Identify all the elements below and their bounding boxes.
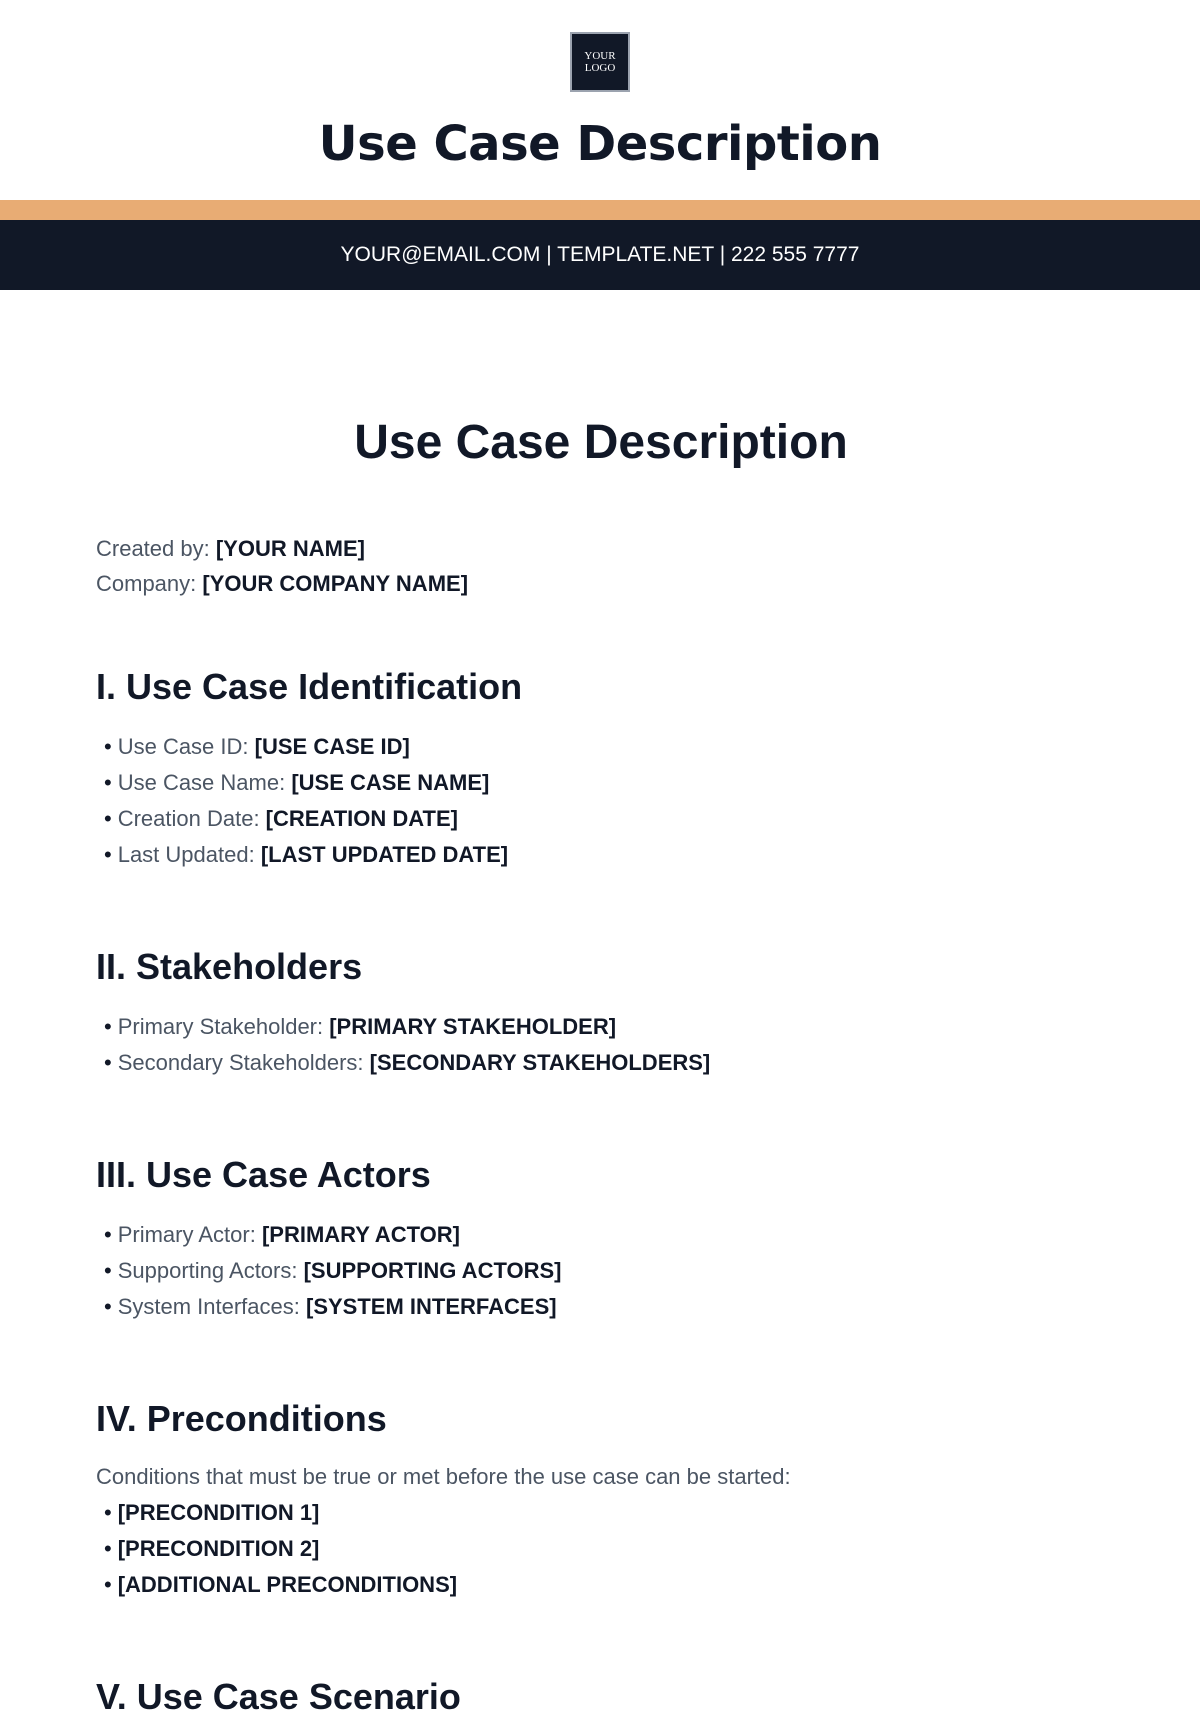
section-actors xyxy=(96,1151,1106,1325)
item-label: Last Updated: xyxy=(117,842,261,867)
section-heading: I. Use Case Identification xyxy=(96,666,523,707)
list-item xyxy=(96,801,1106,837)
document-header xyxy=(0,0,1200,290)
list-item xyxy=(96,1567,1106,1603)
section-heading: V. Use Case Scenario xyxy=(96,1676,461,1717)
document-meta xyxy=(96,531,1106,601)
section-preconditions xyxy=(96,1395,1106,1603)
document-body xyxy=(96,290,1106,1721)
item-value: [USE CASE NAME] xyxy=(291,770,490,795)
section-scenario xyxy=(96,1673,1106,1721)
item-label: Use Case ID: xyxy=(117,734,255,759)
actors-list xyxy=(96,1217,1106,1325)
preconditions-intro: Conditions that must be true or met before the use case can be started: xyxy=(96,1464,791,1489)
company-value: [YOUR COMPANY NAME] xyxy=(202,571,469,596)
item-value: [ADDITIONAL PRECONDITIONS] xyxy=(117,1572,458,1597)
company-label: Company: xyxy=(96,571,203,596)
list-item xyxy=(96,837,1106,873)
accent-bar xyxy=(0,200,1200,220)
item-value: [PRECONDITION 2] xyxy=(117,1536,320,1561)
item-value: [PRIMARY STAKEHOLDER] xyxy=(329,1014,617,1039)
logo-text: YOUR LOGO xyxy=(584,50,616,74)
company-line xyxy=(96,566,1106,601)
section-stakeholders xyxy=(96,943,1106,1081)
item-value: [SUPPORTING ACTORS] xyxy=(303,1258,562,1283)
item-label: Use Case Name: xyxy=(117,770,292,795)
list-item xyxy=(96,1495,1106,1531)
brand-title: Use Case Description xyxy=(318,116,882,172)
list-item xyxy=(96,1289,1106,1325)
created-by-value: [YOUR NAME] xyxy=(215,536,365,561)
list-item xyxy=(96,1045,1106,1081)
item-value: [SECONDARY STAKEHOLDERS] xyxy=(369,1050,711,1075)
identification-list xyxy=(96,729,1106,873)
created-by-label: Created by: xyxy=(96,536,216,561)
list-item xyxy=(96,1009,1106,1045)
list-item xyxy=(96,1217,1106,1253)
section-identification xyxy=(96,663,1106,873)
created-by-line xyxy=(96,531,1106,566)
item-label: Creation Date: xyxy=(117,806,266,831)
list-item xyxy=(96,729,1106,765)
contact-bar xyxy=(0,220,1200,290)
item-value: [PRIMARY ACTOR] xyxy=(261,1222,460,1247)
stakeholders-list xyxy=(96,1009,1106,1081)
item-value: [CREATION DATE] xyxy=(265,806,458,831)
list-item xyxy=(96,765,1106,801)
section-heading: II. Stakeholders xyxy=(96,946,363,987)
section-heading: III. Use Case Actors xyxy=(96,1154,431,1195)
item-label: Secondary Stakeholders: xyxy=(117,1050,370,1075)
document-title: Use Case Description xyxy=(354,416,848,469)
item-value: [USE CASE ID] xyxy=(254,734,410,759)
list-item xyxy=(96,1531,1106,1567)
item-label: Primary Actor: xyxy=(117,1222,262,1247)
contact-info: YOUR@EMAIL.COM | TEMPLATE.NET | 222 555 7777 xyxy=(340,243,860,266)
item-label: Supporting Actors: xyxy=(117,1258,304,1283)
preconditions-list xyxy=(96,1495,1106,1603)
item-label: System Interfaces: xyxy=(117,1294,306,1319)
item-value: [PRECONDITION 1] xyxy=(117,1500,320,1525)
item-label: Primary Stakeholder: xyxy=(117,1014,330,1039)
list-item xyxy=(96,1253,1106,1289)
company-logo xyxy=(570,32,630,92)
section-heading: IV. Preconditions xyxy=(96,1398,387,1439)
item-value: [SYSTEM INTERFACES] xyxy=(306,1294,557,1319)
item-value: [LAST UPDATED DATE] xyxy=(260,842,509,867)
